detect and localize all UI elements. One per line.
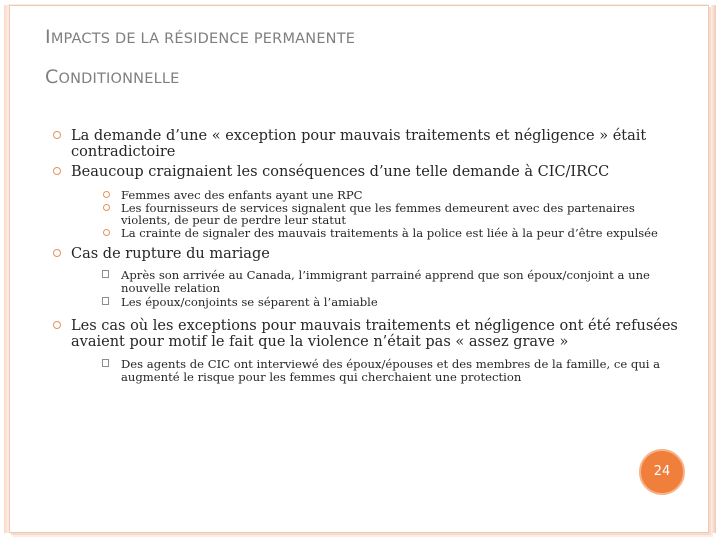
circle-bullet-icon — [53, 249, 61, 257]
circle-bullet-icon — [103, 229, 110, 236]
circle-bullet-icon — [103, 191, 110, 198]
circle-bullet-icon — [53, 167, 61, 175]
circle-bullet-icon — [53, 321, 61, 329]
page-number-badge: 24 — [639, 449, 685, 495]
sub-bullet-item: Les fournisseurs de services signalent que les femmes demeurent avec des partenaires violents, de peur de perdre leur statut — [53, 202, 683, 227]
title-line-2 — [45, 58, 645, 98]
slide-title — [45, 18, 645, 98]
sub-bullet-item: Les époux/conjoints se séparent à l’amiable — [53, 296, 683, 309]
bullet-item: La demande d’une « exception pour mauvais traitements et négligence » était contradictoire — [53, 128, 683, 160]
title-initial: C — [45, 66, 59, 88]
square-bullet-icon — [102, 270, 109, 278]
sub-list — [53, 358, 683, 383]
slide-content — [53, 128, 683, 383]
square-bullet-icon — [102, 359, 109, 367]
circle-bullet-icon — [53, 131, 61, 139]
bullet-item: Cas de rupture du mariage — [53, 246, 683, 262]
sub-bullet-item: Après son arrivée au Canada, l’immigrant parrainé apprend que son époux/conjoint a une nouvelle relation — [53, 269, 683, 294]
bullet-item: Beaucoup craignaient les conséquences d’une telle demande à CIC/IRCC — [53, 164, 683, 180]
title-initial: I — [45, 26, 51, 48]
circle-bullet-icon — [103, 204, 110, 211]
title-text: ONDITIONNELLE — [58, 71, 180, 87]
right-decor-stripe — [711, 5, 716, 533]
bullet-item: Les cas où les exceptions pour mauvais traitements et négligence ont été refusées avaient pour motif le fait que la violence n’était pas « assez grave » — [53, 318, 683, 350]
square-bullet-icon — [102, 297, 109, 305]
sub-list — [53, 189, 683, 239]
title-text: MPACTS DE LA RÉSIDENCE PERMANENTE — [50, 31, 356, 47]
title-line-1 — [45, 18, 645, 58]
sub-bullet-item: Femmes avec des enfants ayant une RPC — [53, 189, 683, 202]
sub-bullet-item: La crainte de signaler des mauvais traitements à la police est liée à la peur d’être expulsée — [53, 227, 683, 240]
sub-bullet-item: Des agents de CIC ont interviewé des époux/épouses et des membres de la famille, ce qui a augmenté le risque pour les femmes qui cherchaient une protection — [53, 358, 683, 383]
sub-list — [53, 269, 683, 308]
